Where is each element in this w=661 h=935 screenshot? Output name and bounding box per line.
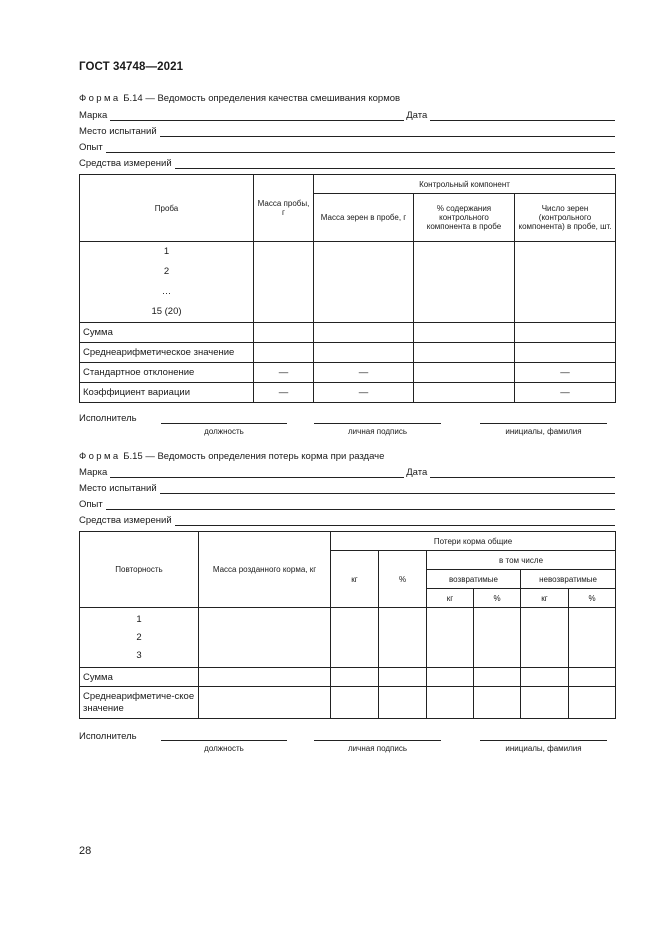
sign-line[interactable] [314, 739, 441, 741]
mesto-line[interactable] [160, 484, 615, 494]
table-b15: Повторность Масса розданного корма, кг Потери корма общие кг % в том числе возвратимые невозвратимые кг % кг % 1 2 3 Сумма Среднеарифметиче-ское значение [79, 531, 616, 719]
col-massa-zeren: Масса зерен в пробе, г [314, 194, 414, 242]
table-row: Среднеарифметиче-ское значение [80, 687, 616, 719]
table-row: Сумма [80, 323, 616, 343]
sign-line[interactable] [314, 422, 441, 424]
col-v-tom-chisle: в том числе [427, 551, 616, 570]
name-caption: инициалы, фамилия [505, 744, 582, 753]
field-opyt: Опыт [79, 142, 615, 153]
form-b14-title: Форма Б.14 — Ведомость определения качества смешивания кормов [79, 93, 401, 104]
position-caption: должность [204, 744, 244, 753]
document-header: ГОСТ 34748—2021 [79, 61, 184, 73]
col-control-component: Контрольный компонент [314, 175, 616, 194]
col-pct: % [379, 551, 427, 608]
table-row: Среднеарифметическое значение [80, 343, 616, 363]
table-row: Коэффициент вариации — — — [80, 383, 616, 403]
opyt-line[interactable] [106, 143, 615, 153]
col-kg: кг [331, 551, 379, 608]
name-line[interactable] [480, 739, 607, 741]
field-marka-data: Марка Дата [79, 110, 615, 121]
table-row: Стандартное отклонение — — — [80, 363, 616, 383]
col-poteri: Потери корма общие [331, 532, 616, 551]
col-percent: % содержания контрольного компонента в пробе [414, 194, 515, 242]
field-sredstva: Средства измерений [79, 515, 615, 526]
marka-line[interactable] [110, 468, 404, 478]
data-line[interactable] [430, 111, 615, 121]
field-sredstva: Средства измерений [79, 158, 615, 169]
position-caption: должность [204, 427, 244, 436]
signature-label: Исполнитель [79, 413, 137, 424]
sredstva-line[interactable] [175, 516, 615, 526]
page-number: 28 [79, 845, 92, 857]
field-marka-data: Марка Дата [79, 467, 615, 478]
col-povtornost: Повторность [80, 532, 199, 608]
table-b14 [79, 174, 616, 403]
table-row [80, 242, 616, 323]
col-massa-proby: Масса пробы, г [254, 175, 314, 242]
form-b15-title: Форма Б.15 — Ведомость определения потерь корма при раздаче [79, 451, 385, 462]
opyt-line[interactable] [106, 500, 615, 510]
marka-line[interactable] [110, 111, 404, 121]
col-nevozvratimye: невозвратимые [521, 570, 616, 589]
position-line[interactable] [161, 422, 287, 424]
col-massa-korma: Масса розданного корма, кг [199, 532, 331, 608]
col-vozvratimye: возвратимые [427, 570, 521, 589]
samples-cell: 1 2 … 15 (20) [80, 242, 254, 323]
name-line[interactable] [480, 422, 607, 424]
data-line[interactable] [430, 468, 615, 478]
signature-label: Исполнитель [79, 731, 137, 742]
name-caption: инициалы, фамилия [505, 427, 582, 436]
mesto-line[interactable] [160, 127, 615, 137]
sign-caption: личная подпись [348, 427, 407, 436]
col-proba: Проба [80, 175, 254, 242]
field-mesto: Место испытаний [79, 126, 615, 137]
position-line[interactable] [161, 739, 287, 741]
sredstva-line[interactable] [175, 159, 615, 169]
field-mesto: Место испытаний [79, 483, 615, 494]
field-opyt: Опыт [79, 499, 615, 510]
table-row: Сумма [80, 668, 616, 687]
col-chislo: Число зерен (контрольного компонента) в пробе, шт. [515, 194, 616, 242]
reps-cell: 1 2 3 [80, 608, 199, 668]
table-row [80, 608, 616, 668]
sign-caption: личная подпись [348, 744, 407, 753]
